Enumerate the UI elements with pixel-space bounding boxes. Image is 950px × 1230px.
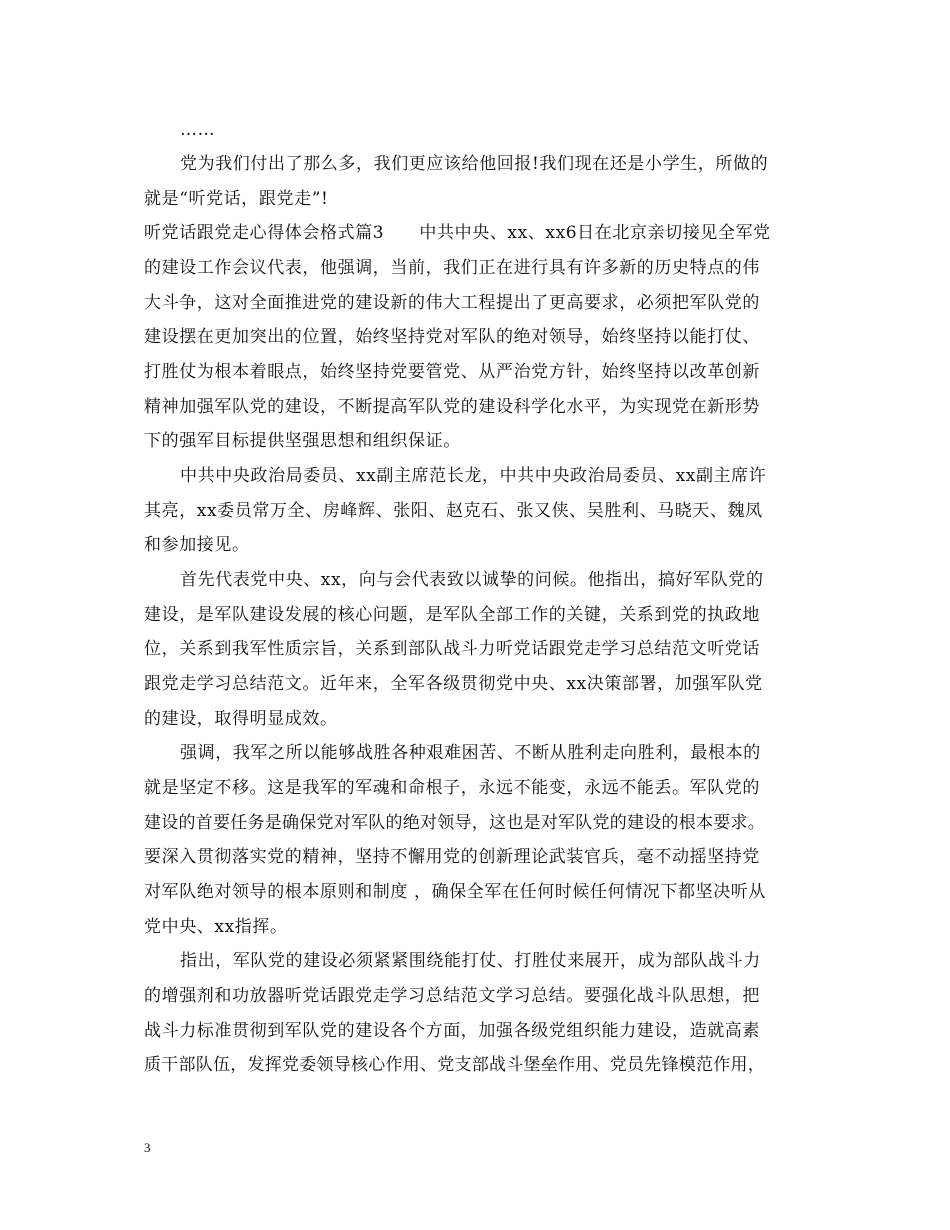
text-line: 其亮，xx委员常万全、房峰辉、张阳、赵克石、张又侠、吴胜利、马晓天、魏凤 <box>144 501 763 521</box>
text-line: 首先代表党中央、xx，向与会代表致以诚挚的问候。他指出，搞好军队党的 <box>180 570 764 590</box>
text-line: 建设的首要任务是确保党对军队的绝对领导，这也是对军队党的建设的根本要求。 <box>144 813 765 833</box>
text-line: 和参加接见。 <box>144 535 250 555</box>
text-line: 要深入贯彻落实党的精神，坚持不懈用党的创新理论武装官兵，毫不动摇坚持党 <box>144 847 760 867</box>
text-line: 跟党走学习总结范文。近年来，全军各级贯彻党中央、xx决策部署，加强军队党 <box>144 674 763 694</box>
text-line: 中共中央政治局委员、xx副主席范长龙，中共中央政治局委员、xx副主席许 <box>180 466 767 486</box>
text-line: 就是“听党话，跟党走”! <box>144 189 329 209</box>
text-line: 强调，我军之所以能够战胜各种艰难困苦、不断从胜利走向胜利，最根本的 <box>180 743 761 763</box>
text-line: 位，关系到我军性质宗旨，关系到部队战斗力听党话跟党走学习总结范文听党话 <box>144 639 760 659</box>
text-line: 的建设，取得明显成效。 <box>144 709 338 729</box>
text-line: 党为我们付出了那么多，我们更应该给他回报!我们现在还是小学生，所做的 <box>180 154 769 174</box>
text-line: 大斗争，这对全面推进党的建设新的伟大工程提出了更高要求，必须把军队党的 <box>144 293 760 313</box>
text-line: 战斗力标准贯彻到军队党的建设各个方面，加强各级党组织能力建设，造就高素 <box>144 1021 760 1041</box>
text-line: 对军队绝对领导的根本原则和制度 ，确保全军在任何时候任何情况下都坚决听从 <box>144 882 767 902</box>
page-number: 3 <box>144 1140 151 1155</box>
text-line: 指出，军队党的建设必须紧紧围绕能打仗、打胜仗来展开，成为部队战斗力 <box>180 951 761 971</box>
text-line: 下的强军目标提供坚强思想和组织保证。 <box>144 431 461 451</box>
text-line: 质干部队伍，发挥党委领导核心作用、党支部战斗堡垒作用、党员先锋模范作用， <box>144 1055 765 1075</box>
text-line: 的建设工作会议代表，他强调，当前，我们正在进行具有许多新的历史特点的伟 <box>144 258 760 278</box>
ellipsis-line: …… <box>180 120 216 140</box>
text-line: 建设摆在更加突出的位置，始终坚持党对军队的绝对领导，始终坚持以能打仗、 <box>144 327 760 347</box>
section-heading-line: 听党话跟党走心得体会格式篇3 中共中央、xx、xx6日在北京亲切接见全军党 <box>144 223 771 243</box>
text-line: 建设，是军队建设发展的核心问题，是军队全部工作的关键，关系到党的执政地 <box>144 605 760 625</box>
text-line: 精神加强军队党的建设，不断提高军队党的建设科学化水平，为实现党在新形势 <box>144 397 760 417</box>
text-line: 就是坚定不移。这是我军的军魂和命根子，永远不能变，永远不能丢。军队党的 <box>144 778 760 798</box>
text-line: 党中央、xx指挥。 <box>144 917 288 937</box>
text-line: 打胜仗为根本着眼点，始终坚持党要管党、从严治党方针，始终坚持以改革创新 <box>144 362 760 382</box>
text-line: 的增强剂和功放器听党话跟党走学习总结范文学习总结。要强化战斗队思想，把 <box>144 986 760 1006</box>
